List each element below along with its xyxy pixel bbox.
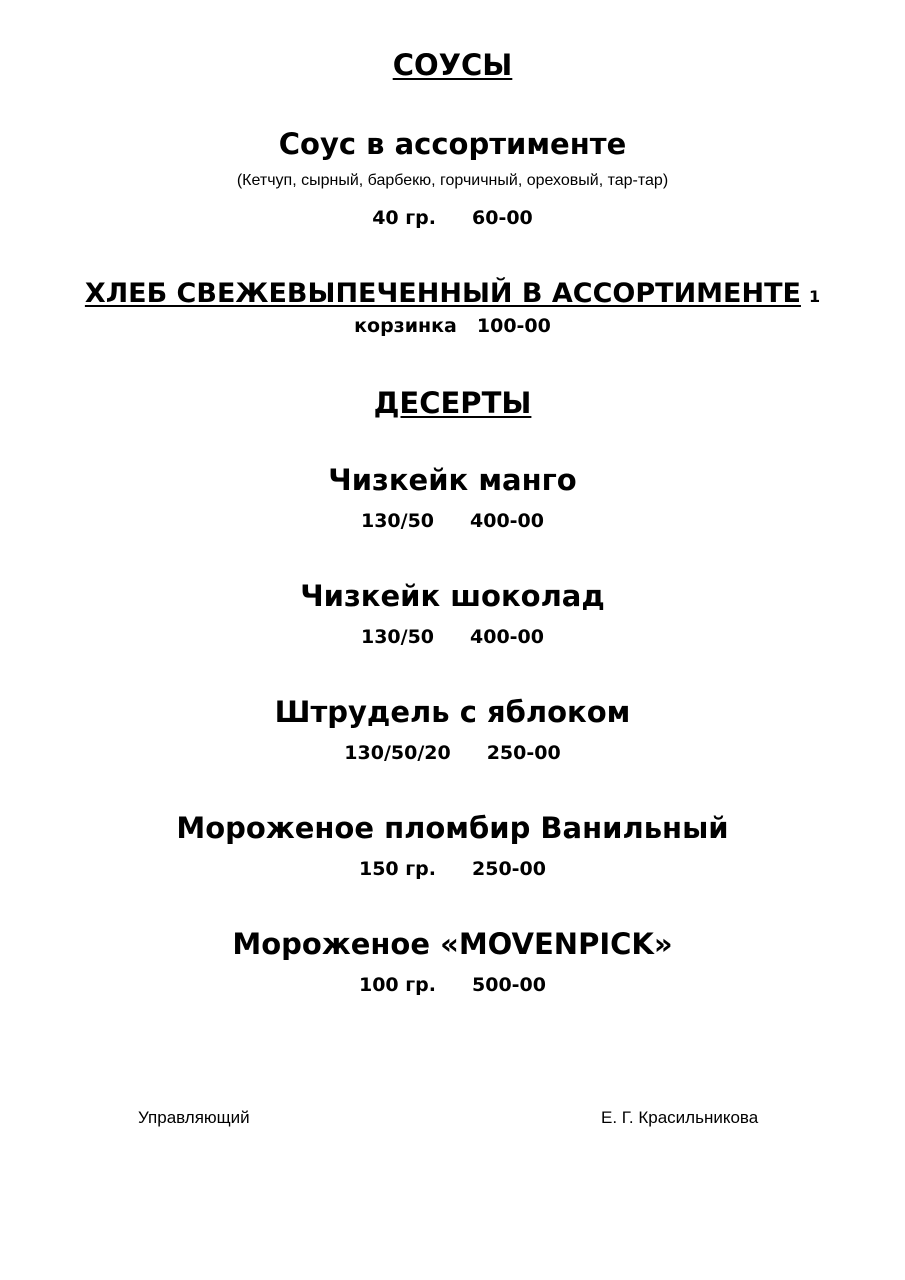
dessert-price-line <box>0 510 905 532</box>
dessert-price: 250-00 <box>472 858 547 880</box>
dessert-price-line <box>0 858 905 880</box>
sauce-price-line <box>0 207 905 229</box>
dessert-item-name: Чизкейк шоколад <box>300 579 605 613</box>
dessert-price: 500-00 <box>472 974 547 996</box>
dessert-weight: 130/50/20 <box>344 742 451 764</box>
sauce-item-note: (Кетчуп, сырный, барбекю, горчичный, ореховый, тар-тар) <box>236 172 669 189</box>
bread-heading-line <box>0 278 905 309</box>
bread-price-line <box>0 315 905 337</box>
desserts-heading: ДЕСЕРТЫ <box>373 386 532 420</box>
dessert-price: 400-00 <box>470 510 545 532</box>
dessert-item-name: Мороженое пломбир Ванильный <box>176 811 729 845</box>
dessert-weight: 150 гр. <box>358 858 437 880</box>
dessert-price-line <box>0 974 905 996</box>
dessert-item-name: Чизкейк манго <box>328 463 577 497</box>
dessert-price-line <box>0 742 905 764</box>
bread-price: 100-00 <box>476 315 551 337</box>
sauces-heading: СОУСЫ <box>392 48 513 82</box>
sauce-price: 60-00 <box>472 207 533 229</box>
bread-heading: ХЛЕБ СВЕЖЕВЫПЕЧЕННЫЙ В АССОРТИМЕНТЕ <box>84 278 801 309</box>
bread-marker: 1 <box>808 287 821 306</box>
sauce-item-name: Соус в ассортименте <box>278 127 627 161</box>
dessert-weight: 130/50 <box>360 510 435 532</box>
dessert-item-name: Штрудель с яблоком <box>274 695 631 729</box>
bread-weight: корзинка <box>354 315 457 337</box>
dessert-price: 250-00 <box>486 742 561 764</box>
dessert-item-name: Мороженое «MOVENPICK» <box>232 927 673 961</box>
sauce-weight: 40 гр. <box>372 207 437 229</box>
signature-role: Управляющий <box>138 1108 250 1127</box>
dessert-weight: 130/50 <box>360 626 435 648</box>
dessert-price-line <box>0 626 905 648</box>
dessert-weight: 100 гр. <box>358 974 437 996</box>
dessert-price: 400-00 <box>470 626 545 648</box>
signature-person: Е. Г. Красильникова <box>601 1108 759 1127</box>
